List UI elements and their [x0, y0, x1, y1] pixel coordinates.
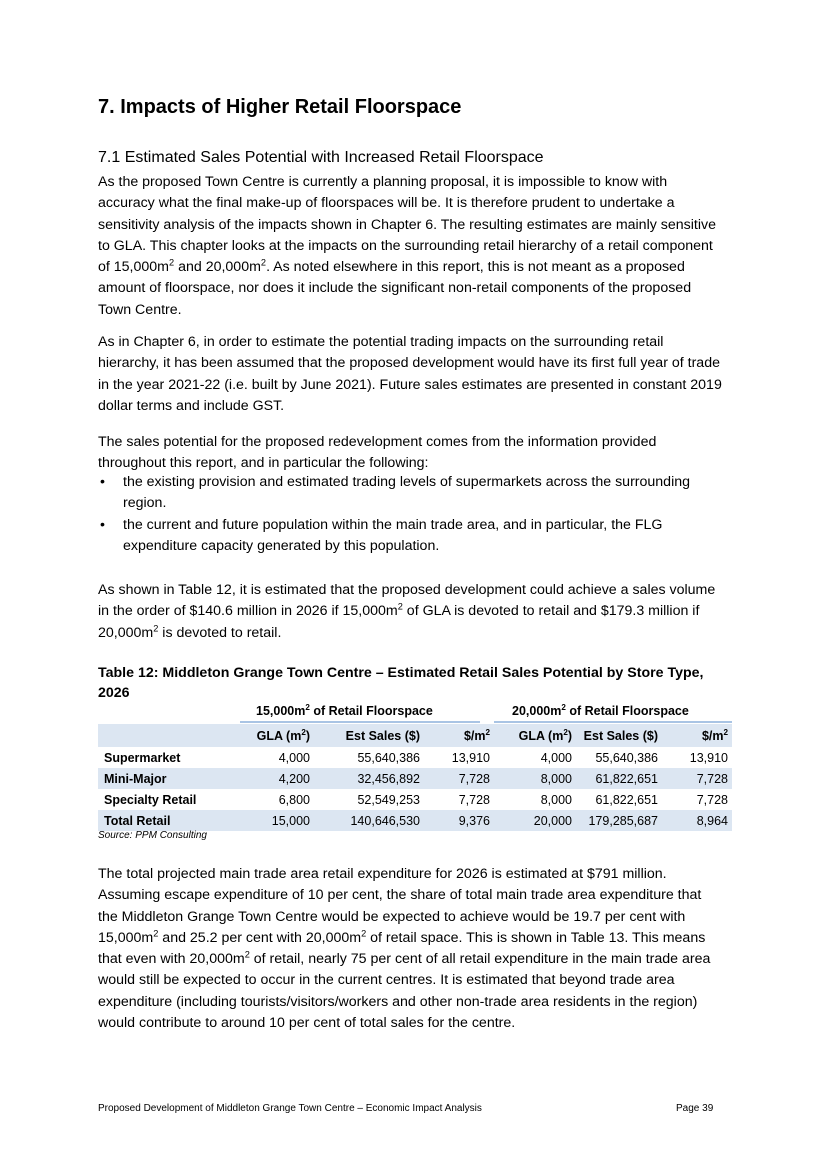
table-header-sales: Est Sales ($) — [314, 724, 424, 747]
table-header-row — [98, 724, 732, 747]
table-group-rule — [494, 721, 732, 723]
cell-gla: 6,800 — [278, 792, 310, 807]
table-header-sales: Est Sales ($) — [576, 724, 662, 747]
cell-per-sqm: 9,376 — [424, 810, 494, 831]
row-label: Supermarket — [104, 750, 181, 765]
paragraph-expenditure-share: The total projected main trade area retail expenditure for 2026 is estimated at $791 million. Assuming escape expenditure of 10 per cent, the share of total main trade area expenditure that the Middleton Grange Town Centre would be expected to achieve would be 19.7 per cent with $15,000m^2$ and 25.2 per cent with $20,000m^2$ of retail space. This is shown in Table 13. This means that even with $20,000m^2$ of retail, nearly 75 per cent of all retail expenditure in the main trade area would still be expected to occur in the current centres. It is estimated that beyond trade area expenditure (including tourists/visitors/workers and other non-trade area residents in the region) would contribute to around 10 per cent of total sales for the centre. — [98, 866, 711, 1032]
cell-gla: 4,000 — [540, 750, 572, 765]
footer-document-title: Proposed Development of Middleton Grange Town Centre – Economic Impact Analysis — [98, 1103, 482, 1114]
row-label: Total Retail — [98, 810, 234, 831]
table-row — [98, 747, 732, 768]
cell-per-sqm: 13,910 — [451, 750, 490, 765]
table-header-label — [98, 724, 234, 747]
cell-gla: 20,000 — [494, 810, 576, 831]
cell-sales: 52,549,253 — [357, 792, 420, 807]
paragraph-sales-potential: The sales potential for the proposed redevelopment comes from the information provided throughout this report, and in particular the following: — [98, 434, 657, 472]
sales-potential-table — [98, 724, 732, 831]
cell-sales: 61,822,651 — [595, 792, 658, 807]
list-item: • the current and future population within the main trade area, and in particular, the FLG expenditure capacity generated by this population. — [100, 516, 663, 554]
list-item: • the existing provision and estimated trading levels of supermarkets across the surrounding region. — [100, 474, 691, 512]
bullet-icon: • — [100, 516, 105, 533]
cell-gla: 4,200 — [234, 768, 314, 789]
table-header-per-sqm: $\$/m^2$ — [424, 724, 494, 747]
cell-gla: 8,000 — [494, 768, 576, 789]
table-source-note: Source: PPM Consulting — [98, 830, 207, 841]
row-label: Mini-Major — [98, 768, 234, 789]
table-header-gla: GLA $(m^2)$ — [234, 724, 314, 747]
table-group-header-20000: $20,000m^2$ of Retail Floorspace — [512, 702, 689, 718]
cell-per-sqm: 7,728 — [424, 768, 494, 789]
cell-per-sqm: 7,728 — [662, 768, 732, 789]
cell-sales: 55,640,386 — [357, 750, 420, 765]
paragraph-intro: As the proposed Town Centre is currently a planning proposal, it is impossible to know with accuracy what the final make-up of floorspaces will be. It is therefore prudent to undertake a sensitivity analysis of the impacts shown in Chapter 6. The resulting estimates are mainly sensitive to GLA. This chapter looks at the impacts on the surrounding retail hierarchy of a retail component of $15,000m^2$ and $20,000m^2$. As noted elsewhere in this report, this is not meant as a proposed amount of floorspace, nor does it include the significant non-retail components of the proposed Town Centre. — [98, 174, 716, 318]
cell-per-sqm: 7,728 — [696, 792, 728, 807]
cell-gla: 8,000 — [540, 792, 572, 807]
cell-sales: 179,285,687 — [576, 810, 662, 831]
table-header-gla: GLA $(m^2)$ — [494, 724, 576, 747]
cell-gla: 15,000 — [234, 810, 314, 831]
table-row — [98, 768, 732, 789]
footer-page-number: Page 39 — [676, 1103, 714, 1114]
cell-sales: 32,456,892 — [314, 768, 424, 789]
cell-gla: 4,000 — [278, 750, 310, 765]
cell-sales: 55,640,386 — [595, 750, 658, 765]
section-heading: 7. Impacts of Higher Retail Floorspace — [98, 96, 462, 118]
table-total-row — [98, 810, 732, 831]
paragraph-table-reference: As shown in Table 12, it is estimated that the proposed development could achieve a sales volume in the order of $140.6 million in 2026 if $15,000m^2$ of GLA is devoted to retail and $179.3 million if $20,000m^2$ is devoted to retail. — [98, 582, 716, 641]
row-label: Specialty Retail — [104, 792, 197, 807]
table-group-rule — [240, 721, 480, 723]
cell-per-sqm: 8,964 — [662, 810, 732, 831]
table-row — [98, 789, 732, 810]
cell-sales: 140,646,530 — [314, 810, 424, 831]
bullet-list — [98, 472, 723, 557]
cell-per-sqm: 13,910 — [689, 750, 728, 765]
table-header-per-sqm: $\$/m^2$ — [662, 724, 732, 747]
cell-sales: 61,822,651 — [576, 768, 662, 789]
table-caption: Table 12: Middleton Grange Town Centre – Estimated Retail Sales Potential by Store Type, 2026 — [98, 665, 704, 701]
table-group-header-15000: $15,000m^2$ of Retail Floorspace — [256, 702, 433, 718]
paragraph-assumptions: As in Chapter 6, in order to estimate the potential trading impacts on the surrounding retail hierarchy, it has been assumed that the proposed development would have its first full year of trade in the year 2021-22 (i.e. built by June 2021). Future sales estimates are presented in constant 2019 dollar terms and include GST. — [98, 334, 722, 414]
cell-per-sqm: 7,728 — [458, 792, 490, 807]
subsection-heading: 7.1 Estimated Sales Potential with Increased Retail Floorspace — [98, 149, 544, 166]
bullet-icon: • — [100, 474, 105, 490]
